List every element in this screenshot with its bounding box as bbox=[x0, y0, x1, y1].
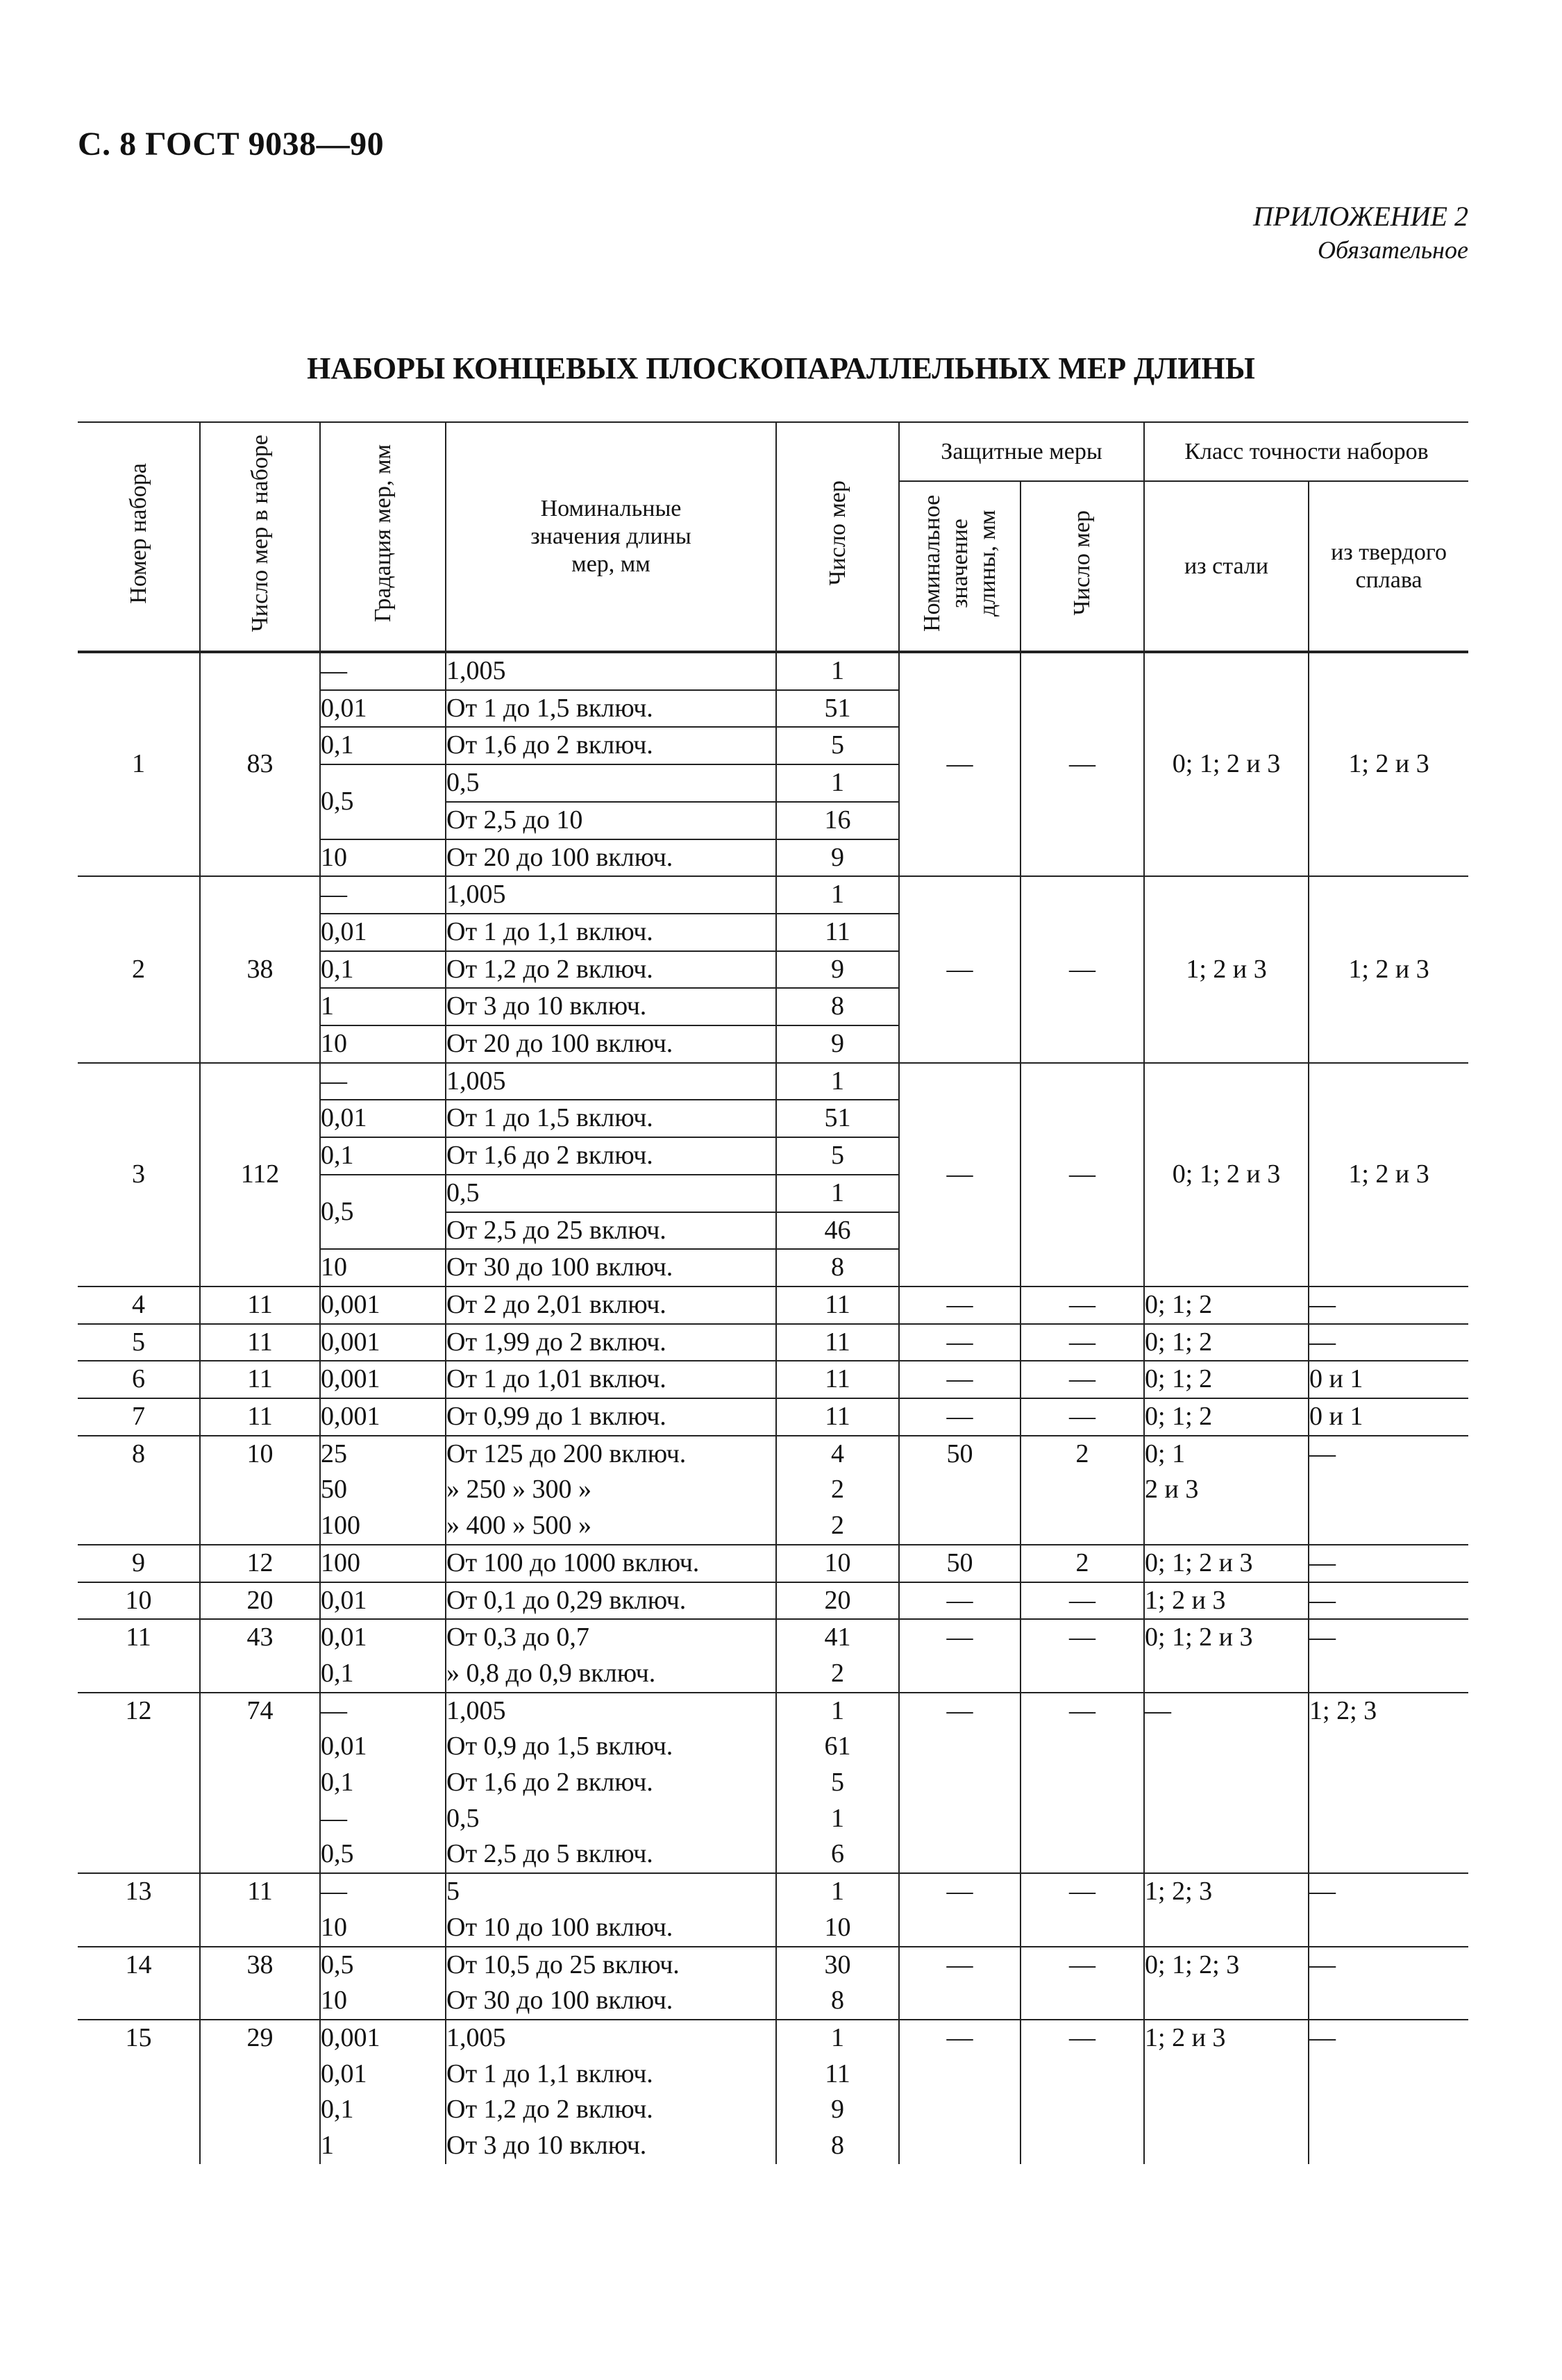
accuracy-hard-alloy: — bbox=[1309, 1436, 1468, 1545]
set-count: 11 bbox=[200, 1324, 320, 1361]
page-header: С. 8 ГОСТ 9038—90 bbox=[78, 126, 385, 162]
gradation-cell bbox=[320, 1582, 446, 1620]
count-cell bbox=[776, 1436, 899, 1545]
count-cell-line: 1 bbox=[831, 1695, 844, 1725]
accuracy-steel-line: 1; 2; 3 bbox=[1145, 1877, 1213, 1906]
count-cell-line: 4 bbox=[831, 1439, 844, 1468]
count-cell-line: 11 bbox=[825, 2059, 850, 2088]
protective-nominal: — bbox=[899, 1287, 1021, 1324]
count-cell: 51 bbox=[776, 690, 899, 728]
nominal-cell bbox=[446, 1873, 776, 1946]
protective-count: — bbox=[1021, 1947, 1144, 2020]
gradation-cell-line: 0,001 bbox=[321, 1402, 380, 1432]
column-header-protective-count: Число мер bbox=[1021, 481, 1144, 652]
protective-nominal: — bbox=[899, 2020, 1021, 2164]
count-cell-line: 61 bbox=[824, 1732, 851, 1761]
nominal-cell-line: От 2 до 2,01 включ. bbox=[446, 1289, 666, 1319]
protective-count: — bbox=[1021, 1287, 1144, 1324]
count-cell: 46 bbox=[776, 1212, 899, 1250]
gradation-cell-line: 0,1 bbox=[321, 2095, 354, 2125]
count-cell-line: 41 bbox=[824, 1623, 851, 1652]
accuracy-steel bbox=[1144, 1693, 1309, 1874]
accuracy-steel-line: 0; 1; 2 bbox=[1145, 1402, 1213, 1432]
set-count: 38 bbox=[200, 1947, 320, 2020]
gradation-cell bbox=[320, 1287, 446, 1324]
gradation-cell: 0,1 bbox=[320, 951, 446, 989]
protective-nominal: 50 bbox=[899, 1545, 1021, 1582]
accuracy-hard-alloy: 1; 2 и 3 bbox=[1309, 876, 1468, 1063]
accuracy-steel-line: 0; 1; 2 bbox=[1145, 1364, 1213, 1394]
gradation-cell-line: 0,01 bbox=[321, 1732, 367, 1761]
protective-nominal: — bbox=[899, 1063, 1021, 1287]
count-cell-line: 20 bbox=[824, 1585, 851, 1615]
nominal-cell-line: От 1,2 до 2 включ. bbox=[446, 2095, 653, 2125]
count-cell: 1 bbox=[776, 1063, 899, 1100]
nominal-cell: 1,005 bbox=[446, 1063, 776, 1100]
protective-nominal: — bbox=[899, 1398, 1021, 1436]
accuracy-hard-alloy: — bbox=[1309, 1324, 1468, 1361]
count-cell-line: 10 bbox=[824, 1912, 851, 1942]
set-number: 6 bbox=[78, 1361, 200, 1398]
gradation-cell: 10 bbox=[320, 1025, 446, 1063]
count-cell bbox=[776, 1287, 899, 1324]
protective-count: — bbox=[1021, 1619, 1144, 1692]
set-number: 2 bbox=[78, 876, 200, 1063]
count-cell bbox=[776, 1693, 899, 1874]
nominal-cell-line: От 0,9 до 1,5 включ. bbox=[446, 1732, 673, 1761]
protective-count: — bbox=[1021, 1361, 1144, 1398]
gradation-cell-line: 0,01 bbox=[321, 1585, 367, 1615]
protective-count: — bbox=[1021, 1063, 1144, 1287]
nominal-cell: От 2,5 до 25 включ. bbox=[446, 1212, 776, 1250]
accuracy-steel: 0; 1; 2 и 3 bbox=[1144, 652, 1309, 876]
protective-nominal: 50 bbox=[899, 1436, 1021, 1545]
nominal-cell-line: От 125 до 200 включ. bbox=[446, 1439, 687, 1468]
accuracy-steel-line: 0; 1; 2 и 3 bbox=[1145, 1548, 1253, 1577]
appendix-subtitle: Обязательное bbox=[1318, 236, 1468, 264]
accuracy-steel bbox=[1144, 1361, 1309, 1398]
count-cell: 1 bbox=[776, 764, 899, 802]
table-row bbox=[78, 1693, 1468, 1874]
protective-nominal: — bbox=[899, 876, 1021, 1063]
accuracy-hard-alloy: 1; 2 и 3 bbox=[1309, 1063, 1468, 1287]
protective-count: — bbox=[1021, 1324, 1144, 1361]
accuracy-steel bbox=[1144, 1324, 1309, 1361]
set-number: 15 bbox=[78, 2020, 200, 2164]
accuracy-hard-alloy: 0 и 1 bbox=[1309, 1398, 1468, 1436]
gradation-cell-line: 10 bbox=[321, 1986, 347, 2016]
count-cell-line: 8 bbox=[831, 2131, 844, 2160]
table-row bbox=[78, 876, 1468, 914]
protective-nominal: — bbox=[899, 1693, 1021, 1874]
table-row bbox=[78, 1582, 1468, 1620]
set-number: 8 bbox=[78, 1436, 200, 1545]
nominal-cell: От 3 до 10 включ. bbox=[446, 988, 776, 1025]
nominal-cell-line: 5 bbox=[446, 1877, 460, 1906]
table-row bbox=[78, 1545, 1468, 1582]
gradation-cell-line: — bbox=[321, 1695, 347, 1725]
protective-nominal: — bbox=[899, 652, 1021, 876]
gradation-cell bbox=[320, 2020, 446, 2164]
nominal-cell-line: От 1 до 1,1 включ. bbox=[446, 2059, 653, 2088]
set-count: 10 bbox=[200, 1436, 320, 1545]
protective-count: — bbox=[1021, 1582, 1144, 1620]
protective-count: — bbox=[1021, 1693, 1144, 1874]
gradation-cell bbox=[320, 1361, 446, 1398]
gradation-cell-line: 0,001 bbox=[321, 2022, 380, 2052]
gradation-cell-line: 100 bbox=[321, 1511, 360, 1541]
table-row bbox=[78, 1873, 1468, 1946]
set-count: 83 bbox=[200, 652, 320, 876]
nominal-cell: 0,5 bbox=[446, 764, 776, 802]
nominal-cell-line: От 100 до 1000 включ. bbox=[446, 1548, 700, 1577]
table-row bbox=[78, 652, 1468, 690]
set-number: 11 bbox=[78, 1619, 200, 1692]
nominal-cell: От 1,6 до 2 включ. bbox=[446, 727, 776, 764]
count-cell-line: 8 bbox=[831, 1986, 844, 2016]
set-count: 11 bbox=[200, 1873, 320, 1946]
gradation-cell: 0,01 bbox=[320, 1100, 446, 1137]
nominal-cell: 1,005 bbox=[446, 876, 776, 914]
gradation-cell-line: 10 bbox=[321, 1912, 347, 1942]
count-cell-line: 11 bbox=[825, 1327, 850, 1357]
protective-nominal: — bbox=[899, 1324, 1021, 1361]
accuracy-steel-line: 0; 1; 2; 3 bbox=[1145, 1950, 1240, 1979]
table-row bbox=[78, 1619, 1468, 1692]
set-number: 4 bbox=[78, 1287, 200, 1324]
count-cell-line: 11 bbox=[825, 1289, 850, 1319]
appendix-title: ПРИЛОЖЕНИЕ 2 bbox=[1253, 201, 1468, 232]
nominal-cell: 0,5 bbox=[446, 1175, 776, 1212]
count-cell bbox=[776, 1947, 899, 2020]
gradation-cell bbox=[320, 1619, 446, 1692]
nominal-cell bbox=[446, 1436, 776, 1545]
nominal-cell bbox=[446, 1545, 776, 1582]
accuracy-hard-alloy: — bbox=[1309, 1287, 1468, 1324]
nominal-cell: 1,005 bbox=[446, 652, 776, 690]
gradation-cell bbox=[320, 1873, 446, 1946]
count-cell: 5 bbox=[776, 727, 899, 764]
nominal-cell-line: От 30 до 100 включ. bbox=[446, 1986, 673, 2016]
gradation-cell: — bbox=[320, 1063, 446, 1100]
set-count: 112 bbox=[200, 1063, 320, 1287]
count-cell: 51 bbox=[776, 1100, 899, 1137]
nominal-cell: От 20 до 100 включ. bbox=[446, 839, 776, 877]
set-number: 9 bbox=[78, 1545, 200, 1582]
count-cell-line: 10 bbox=[824, 1548, 851, 1577]
count-cell-line: 1 bbox=[831, 1877, 844, 1906]
nominal-cell: От 1 до 1,5 включ. bbox=[446, 1100, 776, 1137]
table-row bbox=[78, 1436, 1468, 1545]
protective-nominal: — bbox=[899, 1873, 1021, 1946]
nominal-cell bbox=[446, 1947, 776, 2020]
gradation-cell: 1 bbox=[320, 988, 446, 1025]
accuracy-steel bbox=[1144, 1873, 1309, 1946]
gradation-cell: 10 bbox=[320, 839, 446, 877]
nominal-cell bbox=[446, 2020, 776, 2164]
column-header-gradation: Градация мер, мм bbox=[320, 422, 446, 652]
count-cell bbox=[776, 1324, 899, 1361]
accuracy-hard-alloy: — bbox=[1309, 1545, 1468, 1582]
accuracy-hard-alloy: — bbox=[1309, 1582, 1468, 1620]
count-cell-line: 30 bbox=[824, 1950, 851, 1979]
count-cell: 5 bbox=[776, 1137, 899, 1175]
gradation-cell-line: 0,5 bbox=[321, 1950, 354, 1979]
table-row bbox=[78, 1947, 1468, 2020]
count-cell-line: 2 bbox=[831, 1475, 844, 1505]
count-cell-line: 1 bbox=[831, 2022, 844, 2052]
gradation-cell-line: 1 bbox=[321, 2131, 334, 2160]
table-header bbox=[78, 422, 1468, 652]
gradation-cell bbox=[320, 1693, 446, 1874]
nominal-cell bbox=[446, 1619, 776, 1692]
column-header-protective-nominal: Номинальное значение длины, мм bbox=[899, 481, 1021, 652]
nominal-cell bbox=[446, 1693, 776, 1874]
set-number: 1 bbox=[78, 652, 200, 876]
count-cell bbox=[776, 1873, 899, 1946]
protective-count: — bbox=[1021, 1873, 1144, 1946]
set-count: 11 bbox=[200, 1398, 320, 1436]
accuracy-steel-line: 0; 1; 2 и 3 bbox=[1145, 1623, 1253, 1652]
gradation-cell-line: 0,001 bbox=[321, 1327, 380, 1357]
gradation-cell: — bbox=[320, 876, 446, 914]
nominal-cell bbox=[446, 1361, 776, 1398]
gradation-cell: 10 bbox=[320, 1249, 446, 1287]
count-cell: 9 bbox=[776, 951, 899, 989]
gradation-cell-line: 25 bbox=[321, 1439, 347, 1468]
nominal-cell bbox=[446, 1324, 776, 1361]
count-cell-line: 2 bbox=[831, 1658, 844, 1688]
set-number: 12 bbox=[78, 1693, 200, 1874]
count-cell: 9 bbox=[776, 1025, 899, 1063]
nominal-cell-line: » 400 » 500 » bbox=[446, 1511, 591, 1541]
count-cell bbox=[776, 1582, 899, 1620]
nominal-cell bbox=[446, 1398, 776, 1436]
count-cell bbox=[776, 1545, 899, 1582]
gradation-cell: 0,5 bbox=[320, 764, 446, 839]
gradation-cell-line: 0,001 bbox=[321, 1289, 380, 1319]
nominal-cell bbox=[446, 1287, 776, 1324]
nominal-cell-line: От 1,99 до 2 включ. bbox=[446, 1327, 666, 1357]
protective-nominal: — bbox=[899, 1582, 1021, 1620]
set-number: 14 bbox=[78, 1947, 200, 2020]
nominal-cell-line: От 10,5 до 25 включ. bbox=[446, 1950, 680, 1979]
column-header-count-in-set: Число мер в наборе bbox=[200, 422, 320, 652]
accuracy-steel-line: — bbox=[1145, 1695, 1172, 1725]
gradation-cell bbox=[320, 1324, 446, 1361]
nominal-cell-line: От 3 до 10 включ. bbox=[446, 2131, 647, 2160]
set-count: 12 bbox=[200, 1545, 320, 1582]
table-row bbox=[78, 1063, 1468, 1100]
count-cell-line: 1 bbox=[831, 1803, 844, 1833]
accuracy-steel: 1; 2 и 3 bbox=[1144, 876, 1309, 1063]
nominal-cell bbox=[446, 1582, 776, 1620]
accuracy-hard-alloy: 1; 2; 3 bbox=[1309, 1693, 1468, 1874]
accuracy-hard-alloy: — bbox=[1309, 1873, 1468, 1946]
nominal-cell-line: » 0,8 до 0,9 включ. bbox=[446, 1658, 656, 1688]
nominal-cell: От 1 до 1,5 включ. bbox=[446, 690, 776, 728]
gradation-cell-line: — bbox=[321, 1877, 347, 1906]
table-body bbox=[78, 652, 1468, 2164]
gradation-cell: 0,1 bbox=[320, 727, 446, 764]
set-count: 29 bbox=[200, 2020, 320, 2164]
count-cell bbox=[776, 1398, 899, 1436]
count-cell bbox=[776, 1619, 899, 1692]
nominal-cell-line: 1,005 bbox=[446, 1695, 506, 1725]
nominal-cell-line: От 1,6 до 2 включ. bbox=[446, 1768, 653, 1797]
gradation-cell bbox=[320, 1398, 446, 1436]
protective-count: — bbox=[1021, 1398, 1144, 1436]
accuracy-steel-line: 0; 1 bbox=[1145, 1439, 1186, 1468]
nominal-cell: От 20 до 100 включ. bbox=[446, 1025, 776, 1063]
nominal-cell-line: От 1 до 1,01 включ. bbox=[446, 1364, 666, 1394]
nominal-cell-line: 1,005 bbox=[446, 2022, 506, 2052]
set-number: 10 bbox=[78, 1582, 200, 1620]
set-count: 20 bbox=[200, 1582, 320, 1620]
accuracy-hard-alloy: 0 и 1 bbox=[1309, 1361, 1468, 1398]
protective-nominal: — bbox=[899, 1947, 1021, 2020]
accuracy-hard-alloy: — bbox=[1309, 1947, 1468, 2020]
accuracy-steel bbox=[1144, 1947, 1309, 2020]
set-number: 13 bbox=[78, 1873, 200, 1946]
accuracy-steel-line: 0; 1; 2 bbox=[1145, 1289, 1213, 1319]
gradation-cell-line: 0,1 bbox=[321, 1658, 354, 1688]
column-header-set-number: Номер набора bbox=[78, 422, 200, 652]
column-header-accuracy-group: Класс точности наборов bbox=[1144, 422, 1468, 481]
accuracy-steel bbox=[1144, 1398, 1309, 1436]
accuracy-hard-alloy: — bbox=[1309, 1619, 1468, 1692]
protective-count: — bbox=[1021, 652, 1144, 876]
accuracy-steel-line: 2 и 3 bbox=[1145, 1475, 1199, 1505]
accuracy-steel bbox=[1144, 1436, 1309, 1545]
count-cell: 1 bbox=[776, 876, 899, 914]
gradation-cell: 0,01 bbox=[320, 914, 446, 951]
nominal-cell: От 2,5 до 10 bbox=[446, 802, 776, 839]
nominal-cell: От 1 до 1,1 включ. bbox=[446, 914, 776, 951]
nominal-cell-line: » 250 » 300 » bbox=[446, 1475, 591, 1505]
nominal-cell-line: От 2,5 до 5 включ. bbox=[446, 1839, 653, 1869]
protective-nominal: — bbox=[899, 1361, 1021, 1398]
accuracy-steel bbox=[1144, 1582, 1309, 1620]
accuracy-hard-alloy: — bbox=[1309, 2020, 1468, 2164]
gradation-cell: 0,01 bbox=[320, 690, 446, 728]
count-cell: 1 bbox=[776, 652, 899, 690]
count-cell-line: 9 bbox=[831, 2095, 844, 2125]
gradation-cell: 0,1 bbox=[320, 1137, 446, 1175]
count-cell: 11 bbox=[776, 914, 899, 951]
count-cell-line: 11 bbox=[825, 1402, 850, 1432]
nominal-cell-line: От 0,1 до 0,29 включ. bbox=[446, 1585, 687, 1615]
count-cell: 16 bbox=[776, 802, 899, 839]
protective-count: — bbox=[1021, 876, 1144, 1063]
gauge-sets-table bbox=[78, 421, 1468, 2164]
table-row bbox=[78, 2020, 1468, 2164]
column-header-count: Число мер bbox=[776, 422, 899, 652]
set-number: 3 bbox=[78, 1063, 200, 1287]
nominal-cell-line: От 0,99 до 1 включ. bbox=[446, 1402, 666, 1432]
protective-nominal: — bbox=[899, 1619, 1021, 1692]
table-row bbox=[78, 1287, 1468, 1324]
protective-count: — bbox=[1021, 2020, 1144, 2164]
table-row bbox=[78, 1324, 1468, 1361]
accuracy-steel-line: 0; 1; 2 bbox=[1145, 1327, 1213, 1357]
count-cell bbox=[776, 1361, 899, 1398]
gradation-cell bbox=[320, 1545, 446, 1582]
count-cell-line: 5 bbox=[831, 1768, 844, 1797]
count-cell-line: 6 bbox=[831, 1839, 844, 1869]
gradation-cell-line: 50 bbox=[321, 1475, 347, 1505]
gradation-cell-line: 0,001 bbox=[321, 1364, 380, 1394]
document-title: НАБОРЫ КОНЦЕВЫХ ПЛОСКОПАРАЛЛЕЛЬНЫХ МЕР ДЛИНЫ bbox=[307, 351, 1255, 385]
protective-count: 2 bbox=[1021, 1436, 1144, 1545]
set-count: 74 bbox=[200, 1693, 320, 1874]
count-cell bbox=[776, 2020, 899, 2164]
set-number: 7 bbox=[78, 1398, 200, 1436]
set-count: 43 bbox=[200, 1619, 320, 1692]
gradation-cell-line: 100 bbox=[321, 1548, 360, 1577]
gradation-cell-line: 0,01 bbox=[321, 2059, 367, 2088]
table-row bbox=[78, 1398, 1468, 1436]
nominal-cell: От 1,6 до 2 включ. bbox=[446, 1137, 776, 1175]
count-cell: 1 bbox=[776, 1175, 899, 1212]
count-cell: 9 bbox=[776, 839, 899, 877]
nominal-cell: От 1,2 до 2 включ. bbox=[446, 951, 776, 989]
column-header-accuracy-steel: из стали bbox=[1144, 481, 1309, 652]
accuracy-steel-line: 1; 2 и 3 bbox=[1145, 1585, 1226, 1615]
nominal-cell-line: 0,5 bbox=[446, 1803, 480, 1833]
gradation-cell-line: — bbox=[321, 1803, 347, 1833]
nominal-cell-line: От 10 до 100 включ. bbox=[446, 1912, 673, 1942]
gradation-cell bbox=[320, 1436, 446, 1545]
count-cell-line: 11 bbox=[825, 1364, 850, 1394]
nominal-cell: От 30 до 100 включ. bbox=[446, 1249, 776, 1287]
column-header-nominal-values: Номинальные значения длины мер, мм bbox=[446, 422, 776, 652]
gradation-cell: — bbox=[320, 652, 446, 690]
count-cell: 8 bbox=[776, 988, 899, 1025]
protective-count: 2 bbox=[1021, 1545, 1144, 1582]
column-header-protective-group: Защитные меры bbox=[899, 422, 1144, 481]
accuracy-steel: 0; 1; 2 и 3 bbox=[1144, 1063, 1309, 1287]
column-header-accuracy-hard-alloy: из твердого сплава bbox=[1309, 481, 1468, 652]
set-number: 5 bbox=[78, 1324, 200, 1361]
gradation-cell: 0,5 bbox=[320, 1175, 446, 1249]
set-count: 11 bbox=[200, 1361, 320, 1398]
gradation-cell-line: 0,5 bbox=[321, 1839, 354, 1869]
set-count: 11 bbox=[200, 1287, 320, 1324]
count-cell: 8 bbox=[776, 1249, 899, 1287]
accuracy-steel bbox=[1144, 1545, 1309, 1582]
gradation-cell bbox=[320, 1947, 446, 2020]
accuracy-steel bbox=[1144, 1287, 1309, 1324]
accuracy-steel bbox=[1144, 2020, 1309, 2164]
set-count: 38 bbox=[200, 876, 320, 1063]
accuracy-steel-line: 1; 2 и 3 bbox=[1145, 2022, 1226, 2052]
gradation-cell-line: 0,1 bbox=[321, 1768, 354, 1797]
accuracy-steel bbox=[1144, 1619, 1309, 1692]
accuracy-hard-alloy: 1; 2 и 3 bbox=[1309, 652, 1468, 876]
nominal-cell-line: От 0,3 до 0,7 bbox=[446, 1623, 589, 1652]
appendix-label bbox=[1253, 200, 1468, 267]
count-cell-line: 2 bbox=[831, 1511, 844, 1541]
gradation-cell-line: 0,01 bbox=[321, 1623, 367, 1652]
table-row bbox=[78, 1361, 1468, 1398]
